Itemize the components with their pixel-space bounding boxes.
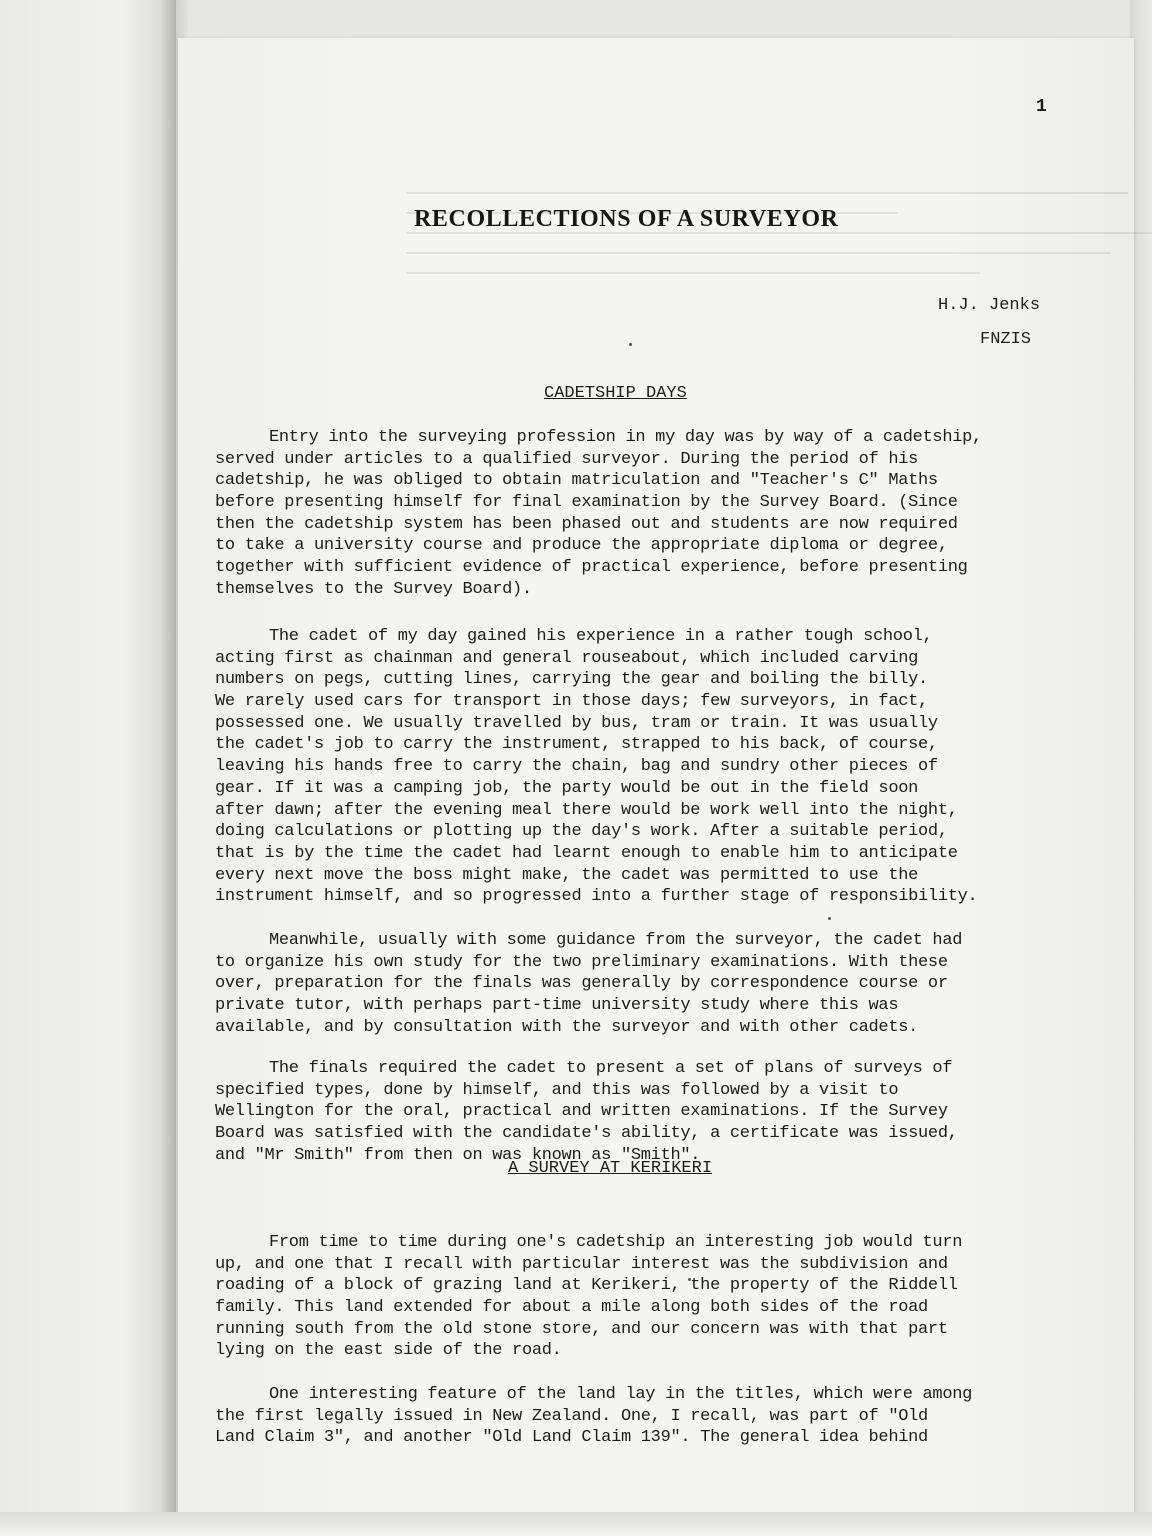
speck — [828, 917, 831, 920]
text-line: numbers on pegs, cutting lines, carrying the gear and boiling the billy. — [215, 670, 928, 690]
text-line: available, and by consultation with the surveyor and with other cadets. — [215, 1017, 919, 1037]
paragraph — [215, 930, 962, 1038]
show-through-text — [406, 174, 1152, 374]
text-line: The cadet of my day gained his experience in a rather tough school, — [269, 627, 933, 646]
text-line: cadetship, he was obliged to obtain matriculation and "Teacher's C" Maths — [215, 471, 938, 491]
text-line: up, and one that I recall with particular interest was the subdivision and — [215, 1254, 948, 1274]
text-line: acting first as chainman and general rouseabout, which included carving — [215, 648, 919, 668]
sheet-bottom-edge — [0, 1512, 1152, 1536]
text-line: gear. If it was a camping job, the party would be out in the field soon — [215, 778, 919, 798]
paragraph — [215, 1058, 958, 1166]
paragraph — [215, 626, 977, 908]
text-line: then the cadetship system has been phased out and students are now required — [215, 514, 958, 534]
text-line: We rarely used cars for transport in those days; few surveyors, in fact, — [215, 692, 928, 712]
text-line: doing calculations or plotting up the day's work. After a suitable period, — [215, 822, 948, 842]
text-line: instrument himself, and so progressed into a further stage of responsibility. — [215, 887, 978, 907]
author-credential: FNZIS — [980, 330, 1032, 349]
section-heading-kerikeri: A SURVEY AT KERIKERI — [508, 1159, 713, 1178]
text-line: that is by the time the cadet had learnt enough to enable him to anticipate — [215, 843, 958, 863]
text-line: to organize his own study for the two preliminary examinations. With these — [215, 952, 948, 972]
text-line: running south from the old stone store, and our concern was with that part — [215, 1319, 948, 1339]
text-line: Board was satisfied with the candidate's ability, a certificate was issued, — [215, 1124, 958, 1144]
text-line: and "Mr Smith" from then on was known as "Smith". — [215, 1145, 701, 1165]
text-line: One interesting feature of the land lay in the titles, which were among — [269, 1385, 973, 1404]
paragraph — [215, 1384, 972, 1449]
text-line: private tutor, with perhaps part-time university study where this was — [215, 996, 899, 1016]
paragraph — [215, 1232, 962, 1362]
text-line: themselves to the Survey Board). — [215, 579, 532, 599]
text-line: before presenting himself for final examination by the Survey Board. (Since — [215, 493, 958, 513]
text-line: leaving his hands free to carry the chain, bag and sundry other pieces of — [215, 757, 938, 777]
text-line: every next move the boss might make, the cadet was permitted to use the — [215, 865, 919, 885]
text-line: served under articles to a qualified surveyor. During the period of his — [215, 449, 919, 469]
text-line: the cadet's job to carry the instrument, strapped to his back, of course, — [215, 735, 938, 755]
text-line: after dawn; after the evening meal there would be work well into the night, — [215, 800, 958, 820]
text-line: possessed one. We usually travelled by bus, tram or train. It was usually — [215, 713, 938, 733]
text-line: Entry into the surveying profession in my day was by way of a cadetship, — [269, 428, 982, 447]
paragraph — [215, 427, 982, 601]
facing-page-left — [0, 0, 176, 1536]
text-line: roading of a block of grazing land at Kerikeri, the property of the Riddell — [215, 1276, 958, 1296]
speck — [629, 343, 632, 346]
document-title: RECOLLECTIONS OF A SURVEYOR — [414, 206, 839, 232]
text-line: together with sufficient evidence of practical experience, before presenting — [215, 558, 968, 578]
text-line: Land Claim 3", and another "Old Land Claim 139". The general idea behind — [215, 1428, 928, 1448]
page-number: 1 — [1036, 97, 1047, 117]
text-line: family. This land extended for about a mile along both sides of the road — [215, 1298, 928, 1318]
section-heading-cadetship: CADETSHIP DAYS — [544, 384, 687, 403]
text-line: Meanwhile, usually with some guidance from the surveyor, the cadet had — [269, 931, 963, 950]
text-line: the first legally issued in New Zealand. One, I recall, was part of "Old — [215, 1406, 928, 1426]
text-line: specified types, done by himself, and this was followed by a visit to — [215, 1080, 899, 1100]
text-line: over, preparation for the finals was generally by correspondence course or — [215, 974, 948, 994]
text-line: Wellington for the oral, practical and written examinations. If the Survey — [215, 1102, 948, 1122]
text-line: lying on the east side of the road. — [215, 1341, 562, 1361]
text-line: to take a university course and produce the appropriate diploma or degree, — [215, 536, 948, 556]
author-name: H.J. Jenks — [938, 296, 1041, 315]
text-line: The finals required the cadet to present a set of plans of surveys of — [269, 1059, 953, 1078]
text-line: From time to time during one's cadetship an interesting job would turn — [269, 1233, 963, 1252]
